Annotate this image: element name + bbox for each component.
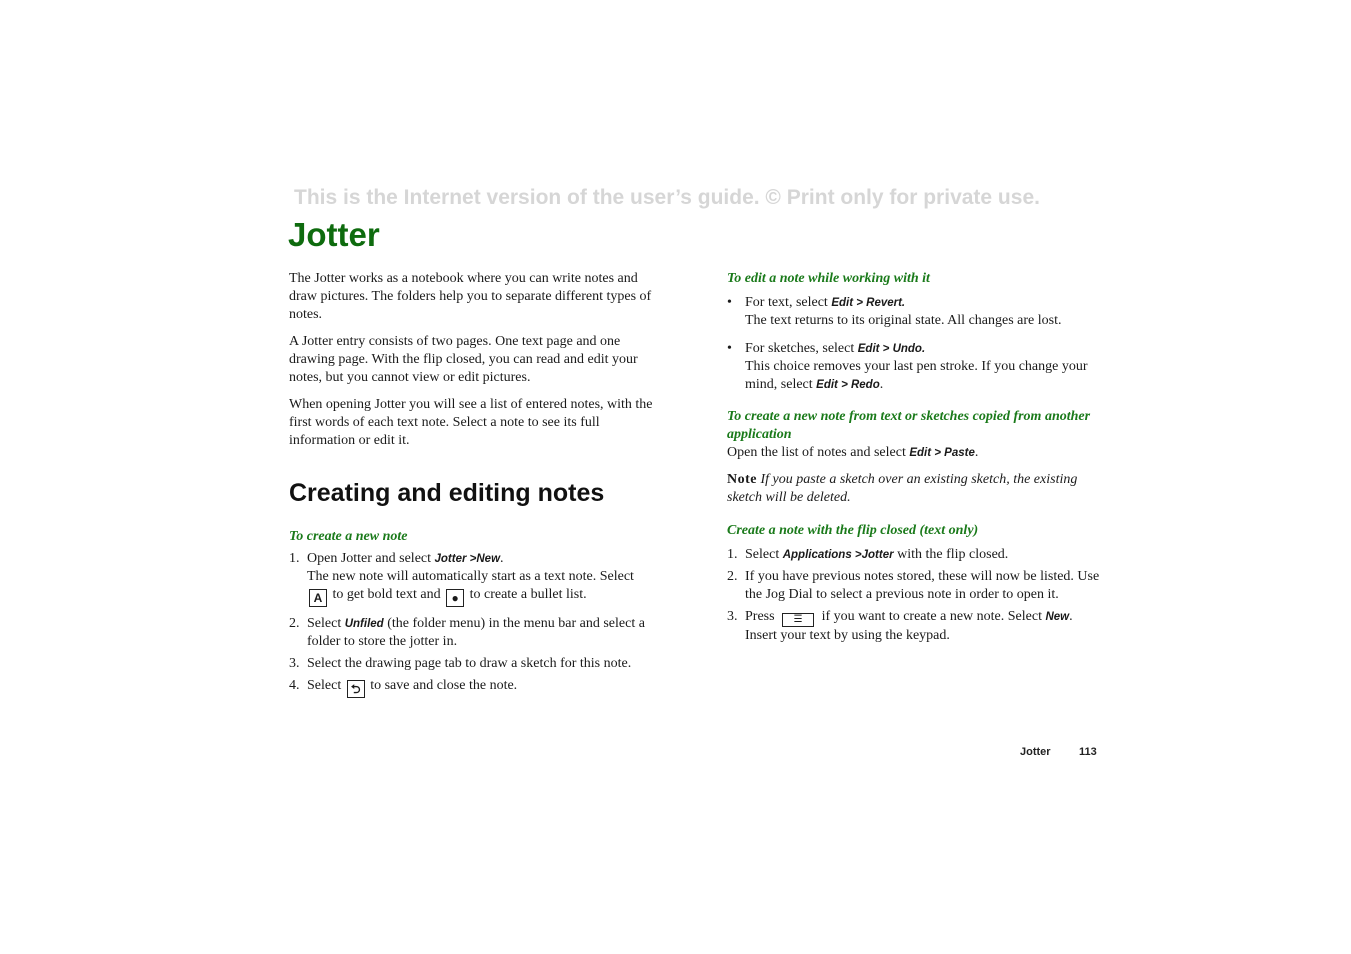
step-number: 2. — [289, 616, 300, 631]
menu-command: Jotter >New — [434, 553, 501, 565]
step-text: (the folder menu) in the menu bar and select a folder to store the jotter in. — [307, 616, 645, 649]
note-body: If you paste a sketch over an existing sketch, the existing sketch will be deleted. — [727, 472, 1078, 505]
list-item — [289, 655, 669, 673]
section-heading: Creating and editing notes — [289, 479, 605, 507]
intro-paragraph-1: The Jotter works as a notebook where you can write notes and draw pictures. The folders help you to separate different types of notes. — [289, 271, 652, 322]
punctuation: . — [1069, 609, 1073, 624]
list-item — [727, 546, 1107, 564]
note-label: Note — [727, 472, 757, 487]
step-text: If you have previous notes stored, these will now be listed. Use the Jog Dial to select a previous note in order to open it. — [745, 569, 1100, 602]
bold-text-icon: A — [309, 589, 327, 607]
step-text: Press — [745, 609, 775, 624]
note-paragraph — [727, 471, 1107, 507]
bullet-marker: • — [727, 341, 732, 356]
list-item — [289, 550, 669, 607]
menu-command: Edit > Revert. — [831, 297, 906, 309]
step-text: to save and close the note. — [370, 678, 518, 693]
punctuation: . — [974, 445, 979, 460]
page-number: 113 — [1079, 746, 1097, 758]
paste-text: Open the list of notes and select — [727, 445, 906, 460]
right-column — [727, 270, 1107, 649]
menu-command: New — [1045, 611, 1070, 623]
punctuation: . — [500, 551, 504, 566]
bullet-text: For sketches, select — [745, 341, 855, 356]
bullet-list-icon: ● — [446, 589, 464, 607]
step-number: 1. — [289, 551, 300, 566]
page-title: Jotter — [288, 216, 380, 253]
step-text: Insert your text by using the keypad. — [745, 628, 950, 643]
menu-command: Edit > Redo — [816, 379, 880, 391]
list-item — [289, 677, 669, 698]
menu-command: Unfiled — [344, 618, 384, 630]
intro-paragraph-2: A Jotter entry consists of two pages. One text page and one drawing page. With the flip closed, you can read and edit your notes, but you cannot view or edit pictures. — [289, 334, 638, 385]
list-item — [727, 608, 1107, 645]
step-text: Select — [745, 547, 780, 562]
list-item — [727, 568, 1107, 604]
step-number: 4. — [289, 678, 300, 693]
menu-key-icon: ☰ — [782, 613, 814, 627]
paste-note-subheading: To create a new note from text or sketches copied from another application — [727, 409, 1091, 442]
step-number: 3. — [727, 609, 738, 624]
edit-bullets-list — [727, 294, 1107, 394]
bullet-text: This choice removes your last pen stroke. If you change your mind, select — [745, 359, 1088, 392]
step-number: 2. — [727, 569, 738, 584]
create-steps-list — [289, 550, 669, 698]
watermark: This is the Internet version of the user’s guide. © Print only for private use. — [294, 186, 1040, 209]
edit-note-subheading: To edit a note while working with it — [727, 271, 930, 286]
bullet-text: The text returns to its original state. All changes are lost. — [745, 313, 1062, 328]
step-text: Select — [307, 616, 342, 631]
punctuation: . — [879, 377, 884, 392]
list-item — [727, 294, 1107, 330]
footer-section-name: Jotter — [1020, 746, 1051, 758]
step-text: to get bold text and — [332, 587, 441, 602]
list-item — [289, 615, 669, 651]
step-text: to create a bullet list. — [469, 587, 587, 602]
step-number: 1. — [727, 547, 738, 562]
step-text: with the flip closed. — [897, 547, 1009, 562]
bullet-marker: • — [727, 295, 732, 310]
create-note-subheading: To create a new note — [289, 529, 408, 544]
step-text: Select — [307, 678, 342, 693]
menu-command: Edit > Undo. — [857, 343, 926, 355]
step-text: The new note will automatically start as a text note. Select — [307, 569, 634, 584]
intro-paragraph-3: When opening Jotter you will see a list of entered notes, with the first words of each text note. Select a note to see its full information or edit it. — [289, 397, 653, 448]
list-item — [727, 340, 1107, 394]
left-column — [289, 270, 669, 702]
step-number: 3. — [289, 656, 300, 671]
flip-steps-list — [727, 546, 1107, 645]
paste-paragraph — [727, 444, 1107, 462]
back-arrow-icon: ⮌ — [347, 680, 365, 698]
flip-closed-subheading: Create a note with the flip closed (text only) — [727, 523, 979, 538]
step-text: Select the drawing page tab to draw a sketch for this note. — [307, 656, 632, 671]
menu-command: Edit > Paste — [909, 447, 975, 459]
bullet-text: For text, select — [745, 295, 828, 310]
menu-command: Applications >Jotter — [782, 549, 894, 561]
step-text: if you want to create a new note. Select — [821, 609, 1042, 624]
step-text: Open Jotter and select — [307, 551, 432, 566]
